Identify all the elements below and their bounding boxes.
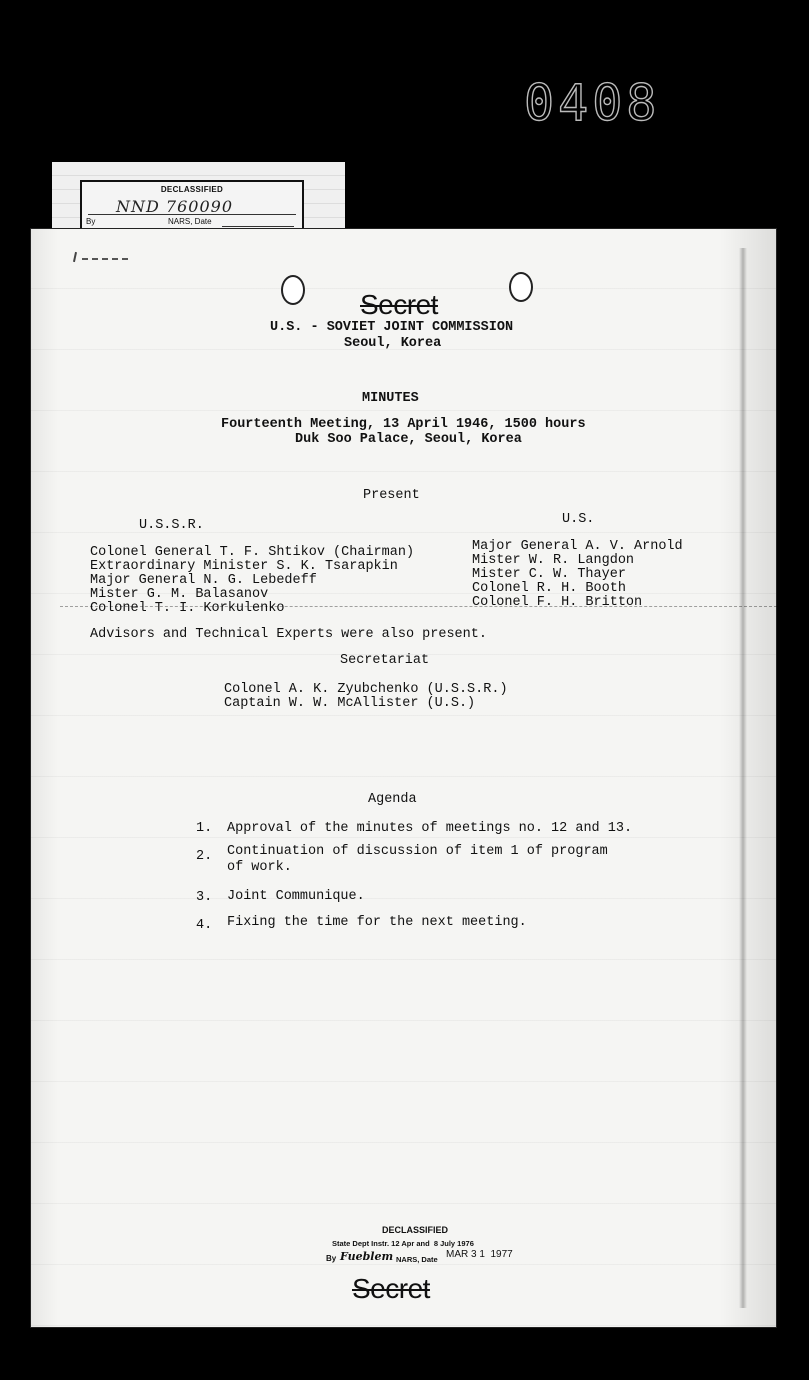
- ussr-member: Extraordinary Minister S. K. Tsarapkin: [90, 559, 398, 574]
- venue-line: Duk Soo Palace, Seoul, Korea: [295, 432, 522, 447]
- us-heading: U.S.: [562, 512, 595, 527]
- slip-rule: [88, 214, 296, 215]
- agenda-item-number: 1.: [196, 821, 213, 836]
- footer-nars-label: NARS, Date: [396, 1255, 438, 1264]
- commission-location: Seoul, Korea: [344, 336, 442, 351]
- present-heading: Present: [363, 488, 420, 503]
- advisors-note: Advisors and Technical Experts were also present.: [90, 627, 487, 642]
- minutes-title: MINUTES: [362, 391, 419, 406]
- us-member: Colonel F. H. Britton: [472, 595, 643, 610]
- secretariat-member: Colonel A. K. Zyubchenko (U.S.S.R.): [224, 682, 508, 697]
- secretariat-member: Captain W. W. McAllister (U.S.): [224, 696, 476, 711]
- us-member: Mister W. R. Langdon: [472, 553, 635, 568]
- commission-title: U.S. - SOVIET JOINT COMMISSION: [270, 320, 514, 335]
- pencil-mark: [82, 258, 128, 266]
- us-member: Major General A. V. Arnold: [472, 539, 683, 554]
- footer-signature: Fueblem: [340, 1250, 394, 1263]
- scan-streak: [60, 606, 777, 607]
- document-page: [30, 228, 777, 1328]
- slip-authority: NND 760090: [116, 197, 233, 216]
- us-member: Colonel R. H. Booth: [472, 581, 626, 596]
- agenda-item-text-continued: of work.: [227, 860, 292, 875]
- slip-by-label: By: [86, 217, 96, 226]
- punch-hole-left: [281, 275, 305, 305]
- ussr-member: Colonel T. I. Korkulenko: [90, 601, 285, 616]
- meeting-line: Fourteenth Meeting, 13 April 1946, 1500 hours: [221, 417, 586, 432]
- ussr-heading: U.S.S.R.: [139, 518, 204, 533]
- slip-date-rule: [222, 226, 294, 227]
- agenda-item-text: Joint Communique.: [227, 889, 365, 904]
- footer-date: MAR 3 1 1977: [446, 1249, 513, 1260]
- slip-title: DECLASSIFIED: [160, 185, 224, 194]
- us-member: Mister C. W. Thayer: [472, 567, 626, 582]
- agenda-heading: Agenda: [368, 792, 417, 807]
- agenda-item-number: 4.: [196, 918, 213, 933]
- footer-declassified: DECLASSIFIED: [382, 1225, 449, 1235]
- declassification-stamp-box: [80, 180, 304, 234]
- ussr-member: Major General N. G. Lebedeff: [90, 573, 317, 588]
- ussr-member: Colonel General T. F. Shtikov (Chairman): [90, 545, 415, 560]
- classification-header: Secret: [360, 289, 438, 320]
- agenda-item-text: Approval of the minutes of meetings no. 12 and 13.: [227, 821, 633, 836]
- ussr-member: Mister G. M. Balasanov: [90, 587, 269, 602]
- footer-instruction: State Dept Instr. 12 Apr and 8 July 1976: [332, 1239, 474, 1248]
- footer-by-label: By: [326, 1254, 337, 1263]
- page-fold-shadow: [739, 248, 747, 1308]
- agenda-item-text: Continuation of discussion of item 1 of program: [227, 844, 608, 859]
- agenda-item-text: Fixing the time for the next meeting.: [227, 915, 527, 930]
- agenda-item-number: 3.: [196, 890, 213, 905]
- agenda-item-number: 2.: [196, 849, 213, 864]
- slip-nars-label: NARS, Date: [168, 217, 212, 226]
- classification-footer: Secret: [352, 1273, 430, 1304]
- frame-number: 0408: [524, 74, 661, 132]
- punch-hole-right: [509, 272, 533, 302]
- secretariat-heading: Secretariat: [340, 653, 430, 668]
- pencil-tick: [73, 252, 77, 262]
